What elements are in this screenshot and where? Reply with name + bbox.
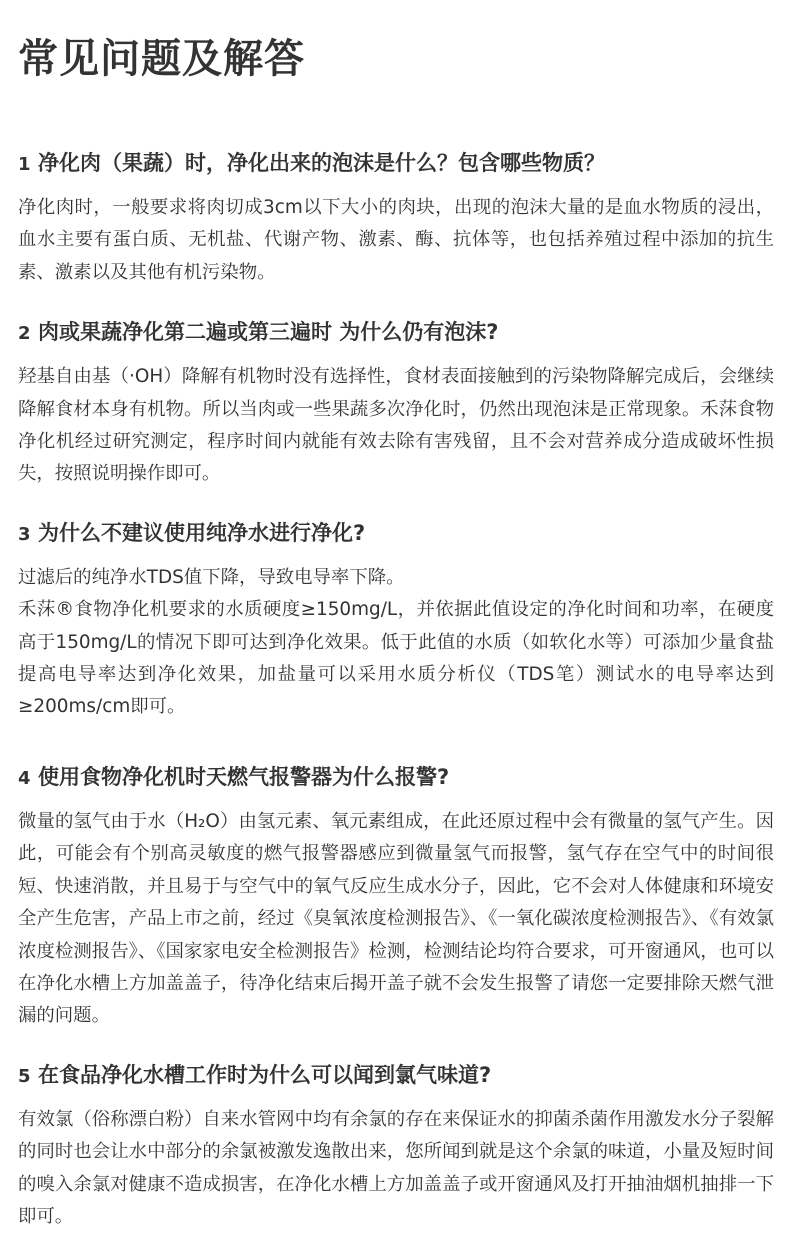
faq-answer [18,562,774,724]
faq-question-text: 在食品净化水槽工作时为什么可以闻到氯气味道? [38,1062,492,1087]
faq-answer-paragraph: 过滤后的纯净水TDS值下降，导致电导率下降。 [18,566,405,588]
faq-answer-paragraph: 微量的氢气由于水（H₂O）由氢元素、氧元素组成，在此还原过程中会有微量的氢气产生。因此，可能会有个别高灵敏度的燃气报警器感应到微量氢气而报警，氢气存在空气中的时间很短、快速消散，并且易于与空气中的氧气反应生成水分子，因此，它不会对人体健康和环境安全产生危害，产品上市之前，经过《臭氧浓度检测报告》、《一氧化碳浓度检测报告》、《有效氯浓度检测报告》、《国家家电安全检测报告》检测，检测结论均符合要求，可开窗通风，也可以在净化水槽上方加盖盖子，待净化结束后揭开盖子就不会发生报警了请您一定要排除天燃气泄漏的问题。 [18,810,774,1027]
faq-number: 2 [18,323,31,345]
faq-answer [18,192,774,289]
faq-item-2 [18,317,774,491]
faq-question [18,1060,774,1092]
faq-item-5 [18,1060,774,1233]
faq-question [18,148,774,180]
faq-number: 4 [18,767,31,789]
faq-question-text: 为什么不建议使用纯净水进行净化? [38,520,366,545]
faq-answer-paragraph: 羟基自由基（·OH）降解有机物时没有选择性，食材表面接触到的污染物降解完成后，会继续降解食材本身有机物。所以当肉或一些果蔬多次净化时，仍然出现泡沫是正常现象。禾莯食物净化机经过研究测定，程序时间内就能有效去除有害残留，且不会对营养成分造成破坏性损失，按照说明操作即可。 [18,366,774,485]
faq-answer-paragraph: 净化肉时，一般要求将肉切成3cm以下大小的肉块，出现的泡沫大量的是血水物质的浸出，血水主要有蛋白质、无机盐、代谢产物、激素、酶、抗体等，也包括养殖过程中添加的抗生素、激素以及其他有机污染物。 [18,197,774,283]
faq-question [18,518,774,550]
faq-list [18,148,774,1233]
faq-number: 5 [18,1065,31,1087]
faq-question [18,317,774,349]
faq-question-text: 使用食物净化机时天燃气报警器为什么报警? [38,764,450,789]
faq-item-4 [18,762,774,1033]
faq-number: 1 [18,154,31,175]
faq-number: 3 [18,523,31,545]
faq-item-3 [18,518,774,724]
faq-question [18,762,774,794]
page-title: 常见问题及解答 [18,36,305,82]
faq-answer [18,361,774,491]
faq-answer-paragraph: 禾莯®食物净化机要求的水质硬度≥150mg/L，并依据此值设定的净化时间和功率，在硬度高于150mg/L的情况下即可达到净化效果。低于此值的水质（如软化水等）可添加少量食盐提高电导率达到净化效果，加盐量可以采用水质分析仪（TDS笔）测试水的电导率达到≥200ms/cm即可。 [18,599,774,718]
faq-question-text: 净化肉（果蔬）时，净化出来的泡沫是什么？包含哪些物质？ [38,151,605,175]
faq-question-text: 肉或果蔬净化第二遍或第三遍时 为什么仍有泡沫? [38,320,499,345]
faq-answer-paragraph: 有效氯（俗称漂白粉）自来水管网中均有余氯的存在来保证水的抑菌杀菌作用激发水分子裂解的同时也会让水中部分的余氯被激发逸散出来，您所闻到就是这个余氯的味道，小量及短时间的嗅入余氯对健康不造成损害，在净化水槽上方加盖盖子或开窗通风及打开抽油烟机抽排一下即可。 [18,1108,774,1227]
faq-answer [18,1104,774,1233]
faq-answer [18,806,774,1033]
faq-item-1 [18,148,774,289]
